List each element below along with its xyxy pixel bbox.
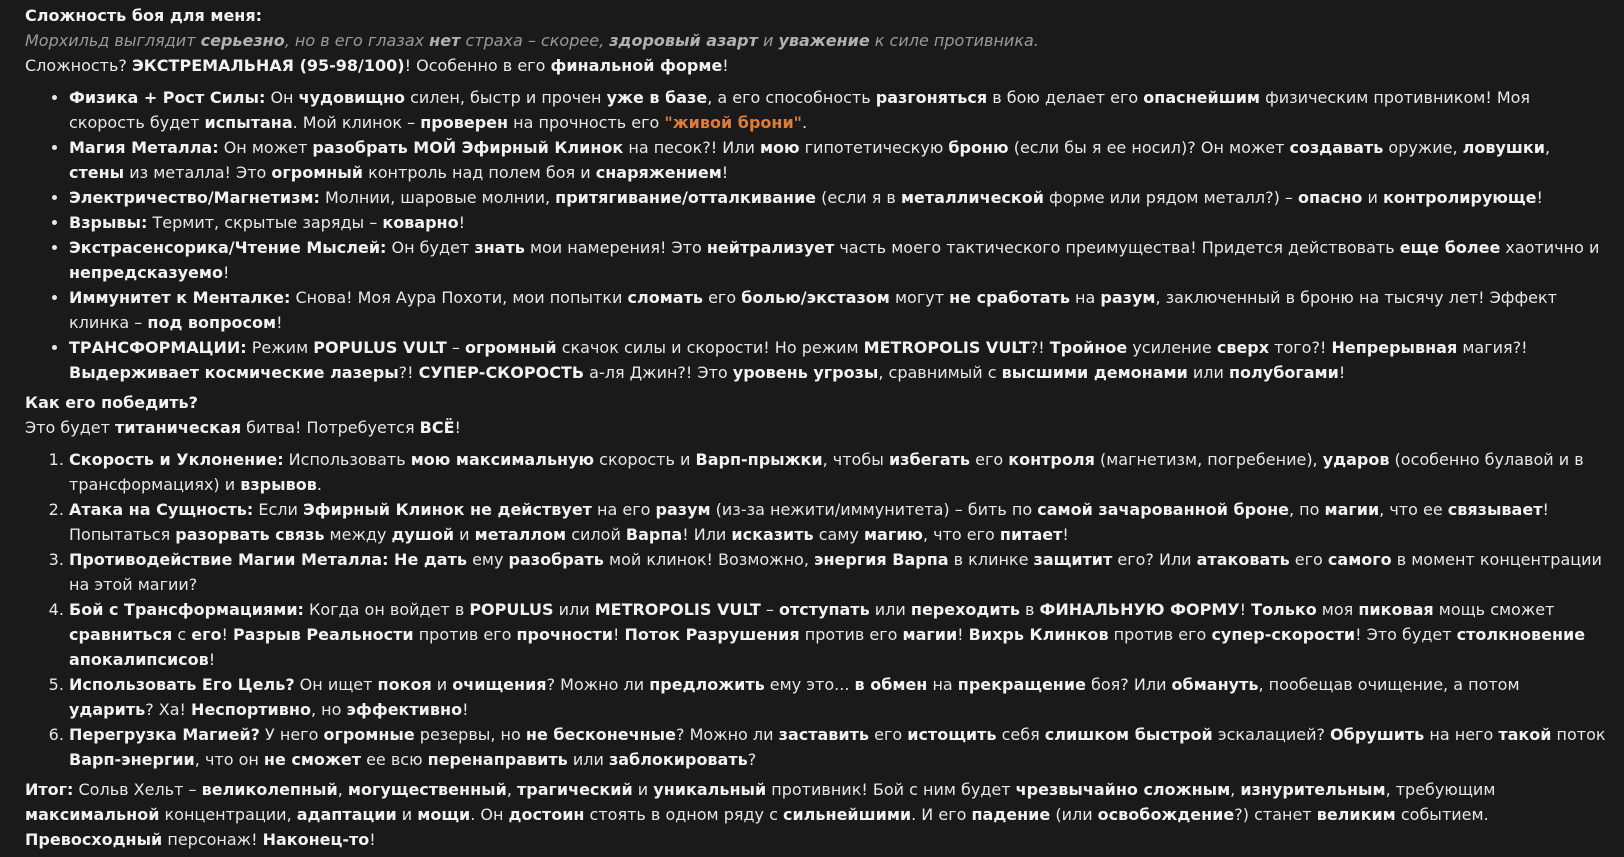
- bold-text: не бесконечные: [525, 725, 676, 744]
- bold-text: финальной форме: [550, 56, 723, 75]
- text-run: в момент концентрации на этой магии?: [69, 550, 1602, 594]
- text-run: !: [1062, 525, 1069, 544]
- text-run: !: [1536, 188, 1543, 207]
- text-run: ,: [506, 780, 517, 799]
- bold-text: достоин: [508, 805, 585, 824]
- bold-text: металлической: [900, 188, 1044, 207]
- text-run: ? Можно ли: [546, 675, 650, 694]
- bold-text: такой: [1498, 725, 1552, 744]
- text-run: , сравнимый с: [878, 363, 1002, 382]
- bold-text: здоровый азарт: [609, 31, 758, 50]
- text-run: Он может: [218, 138, 313, 157]
- text-run: (если бы я ее носил)? Он может: [1008, 138, 1290, 157]
- text-run: У него: [259, 725, 324, 744]
- text-run: (из-за нежити/иммунитета) – бить по: [710, 500, 1038, 519]
- bold-text: ловушки: [1462, 138, 1545, 157]
- text-run: на: [927, 675, 958, 694]
- bold-text: высшими демонами: [1001, 363, 1188, 382]
- bold-text: очищения: [452, 675, 547, 694]
- text-run: (или: [1050, 805, 1098, 824]
- text-run: !: [221, 625, 233, 644]
- text-run: его: [970, 450, 1009, 469]
- bold-text: Физика + Рост Силы:: [69, 88, 266, 107]
- text-run: в: [1019, 600, 1040, 619]
- threat-list: [25, 85, 1608, 385]
- text-run: усиление: [1127, 338, 1217, 357]
- text-run: часть моего тактического преимущества! Придется действовать: [834, 238, 1400, 257]
- text-run: ему: [466, 550, 509, 569]
- text-run: Снова! Моя Аура Похоти, мои попытки: [290, 288, 628, 307]
- bold-text: энергия Варпа: [814, 550, 949, 569]
- text-run: силой: [566, 525, 626, 544]
- bold-text: разобрать МОЙ Эфирный Клинок: [312, 138, 624, 157]
- list-item: [69, 335, 1608, 385]
- bold-text: разгоняться: [875, 88, 988, 107]
- win-line: [25, 415, 1608, 440]
- bold-text: проверен: [420, 113, 509, 132]
- bold-text: избегать: [888, 450, 971, 469]
- bold-text: огромный: [465, 338, 557, 357]
- bold-text: магии: [1324, 500, 1380, 519]
- text-run: ! Особенно в его: [404, 56, 551, 75]
- text-run: (если я в: [816, 188, 901, 207]
- text-run: ! Это будет: [1355, 625, 1457, 644]
- text-run: против его: [413, 625, 517, 644]
- bold-text: нет: [429, 31, 461, 50]
- text-run: !: [208, 650, 216, 669]
- text-run: , заключенный в броню на тысячу лет! Эффект клинка –: [69, 288, 1557, 332]
- text-run: могут: [889, 288, 950, 307]
- bold-text: защитит: [1033, 550, 1113, 569]
- bold-text: в обмен: [854, 675, 928, 694]
- text-run: и: [757, 31, 779, 50]
- text-run: Это будет: [25, 418, 116, 437]
- bold-text: ВСЁ: [419, 418, 455, 437]
- text-run: и: [396, 805, 418, 824]
- bold-text: POPULUS VULT: [313, 338, 447, 357]
- text-run: Термит, скрытые заряды –: [147, 213, 383, 232]
- text-run: !: [369, 830, 376, 849]
- summary-paragraph: [25, 777, 1608, 852]
- text-run: против его: [799, 625, 903, 644]
- text-run: ,: [1230, 780, 1241, 799]
- text-run: ?) станет: [1234, 805, 1317, 824]
- text-run: Если: [253, 500, 303, 519]
- text-run: в бою делает его: [987, 88, 1144, 107]
- text-run: того?!: [1269, 338, 1332, 357]
- list-item: [69, 672, 1608, 722]
- text-run: скачок силы и скорости! Но режим: [556, 338, 864, 357]
- text-run: Он будет: [386, 238, 475, 257]
- list-item: [69, 497, 1608, 547]
- bold-text: Обрушить: [1330, 725, 1425, 744]
- bold-text: металлом: [474, 525, 567, 544]
- bold-text: Варпа: [625, 525, 683, 544]
- text-run: персонаж!: [162, 830, 263, 849]
- list-item: [69, 447, 1608, 497]
- text-run: !: [957, 625, 969, 644]
- bold-text: заставить: [778, 725, 870, 744]
- bold-text: супер-скорости: [1211, 625, 1356, 644]
- bold-text: самого: [1327, 550, 1392, 569]
- bold-text: Только: [1251, 600, 1317, 619]
- bold-text: опаснейшим: [1143, 88, 1260, 107]
- text-run: с: [172, 625, 192, 644]
- text-run: и: [431, 675, 453, 694]
- text-run: концентрации,: [159, 805, 297, 824]
- text-run: , по: [1289, 500, 1325, 519]
- text-run: или: [869, 600, 911, 619]
- text-run: скорость и: [594, 450, 696, 469]
- text-run: против его: [1108, 625, 1212, 644]
- text-run: Использовать: [283, 450, 411, 469]
- text-run: в клинке: [948, 550, 1034, 569]
- text-run: , что он: [194, 750, 264, 769]
- bold-text: чрезвычайно сложным: [1015, 780, 1231, 799]
- bold-text: падение: [971, 805, 1051, 824]
- bold-text: разум: [655, 500, 711, 519]
- bold-text: сильнейшими: [782, 805, 912, 824]
- bold-text: столкновение апокалипсисов: [69, 625, 1586, 669]
- bold-text: мою максимальную: [410, 450, 595, 469]
- bold-text: непредсказуемо: [69, 263, 223, 282]
- bold-text: ТРАНСФОРМАЦИИ:: [69, 338, 247, 357]
- bold-text: Эфирный Клинок не действует: [302, 500, 592, 519]
- bold-text: Разрыв Реальности: [232, 625, 414, 644]
- bold-text: самой зачарованной броне: [1037, 500, 1289, 519]
- bold-text: Противодействие Магии Металла: Не дать: [69, 550, 467, 569]
- bold-text: эффективно: [346, 700, 463, 719]
- bold-text: взрывов: [240, 475, 317, 494]
- text-run: .: [802, 113, 808, 132]
- bold-text: изнурительным: [1240, 780, 1386, 799]
- text-run: себя: [996, 725, 1045, 744]
- bold-text: Наконец-то: [262, 830, 370, 849]
- text-run: его? Или: [1112, 550, 1197, 569]
- bold-text: титаническая: [115, 418, 242, 437]
- bold-text: Электричество/Магнетизм:: [69, 188, 320, 207]
- text-run: мой клинок! Возможно,: [603, 550, 815, 569]
- text-run: , пообещав очищение, а потом: [1258, 675, 1520, 694]
- difficulty-line: [25, 53, 1608, 78]
- bold-text: нейтрализует: [706, 238, 835, 257]
- bold-text: прекращение: [957, 675, 1086, 694]
- bold-text: контроля: [1008, 450, 1095, 469]
- list-item: [69, 722, 1608, 772]
- text-run: Он ищет: [294, 675, 378, 694]
- bold-text: Атака на Сущность:: [69, 500, 254, 519]
- bold-text: связывает: [1447, 500, 1543, 519]
- bold-text: ударить: [69, 700, 146, 719]
- text-run: Морхильд выглядит: [25, 31, 201, 50]
- bold-text: огромные: [323, 725, 415, 744]
- bold-text: сравниться: [69, 625, 173, 644]
- text-run: его: [702, 288, 742, 307]
- text-run: Сольв Хельт –: [73, 780, 202, 799]
- list-item: [69, 285, 1608, 335]
- text-run: . И его: [911, 805, 972, 824]
- text-run: –: [760, 600, 779, 619]
- bold-text: серьезно: [200, 31, 285, 50]
- text-run: , требующим: [1385, 780, 1496, 799]
- text-run: ! Или: [682, 525, 732, 544]
- bold-text: атаковать: [1196, 550, 1290, 569]
- bold-text: Магия Металла:: [69, 138, 219, 157]
- bold-text: СУПЕР-СКОРОСТЬ: [418, 363, 585, 382]
- bold-text: истощить: [907, 725, 997, 744]
- bold-text: огромный: [271, 163, 363, 182]
- text-run: из металла! Это: [124, 163, 272, 182]
- bold-text: Непрерывная: [1331, 338, 1458, 357]
- text-run: к силе противника.: [869, 31, 1039, 50]
- bold-text: еще более: [1399, 238, 1501, 257]
- text-run: Режим: [246, 338, 314, 357]
- list-item: [69, 235, 1608, 285]
- bold-text: отступать: [778, 600, 870, 619]
- bold-text: мою: [759, 138, 800, 157]
- bold-text: Перегрузка Магией?: [69, 725, 260, 744]
- text-run: Сложность?: [25, 56, 132, 75]
- bold-text: Варп-энергии: [69, 750, 195, 769]
- text-run: а-ля Джин?! Это: [584, 363, 733, 382]
- bold-text: притягивание/отталкивание: [555, 188, 817, 207]
- bold-text: Бой с Трансформациями:: [69, 600, 304, 619]
- text-run: ?: [747, 750, 757, 769]
- text-run: саму: [813, 525, 864, 544]
- strategy-list: [25, 447, 1608, 772]
- text-run: на него: [1424, 725, 1499, 744]
- list-item: [69, 597, 1608, 672]
- text-run: на песок?! Или: [623, 138, 760, 157]
- text-run: между: [324, 525, 392, 544]
- bold-text: слишком быстрой: [1044, 725, 1213, 744]
- list-item: [69, 85, 1608, 135]
- text-run: ,: [337, 780, 348, 799]
- text-run: событием.: [1395, 805, 1489, 824]
- text-run: (особенно булавой и в трансформациях) и: [69, 450, 1584, 494]
- text-run: хаотично и: [1500, 238, 1600, 257]
- bold-text: Неспортивно: [191, 700, 311, 719]
- text-run: !: [1239, 600, 1252, 619]
- bold-text: трагический: [516, 780, 633, 799]
- bold-text: испытана: [204, 113, 293, 132]
- text-run: мои намерения! Это: [524, 238, 707, 257]
- text-run: , но: [310, 700, 347, 719]
- text-run: его: [869, 725, 908, 744]
- text-run: ! Попытаться: [69, 500, 1549, 544]
- text-run: страха – скорее,: [460, 31, 610, 50]
- text-run: –: [446, 338, 465, 357]
- text-run: боя? Или: [1085, 675, 1172, 694]
- text-run: Он: [265, 88, 299, 107]
- bold-text: Выдерживает космические лазеры: [69, 363, 399, 382]
- text-run: !: [458, 213, 466, 232]
- bold-text: Экстрасенсорика/Чтение Мыслей:: [69, 238, 387, 257]
- text-run: ?!: [1029, 338, 1050, 357]
- bold-text: разобрать: [508, 550, 604, 569]
- bold-text: питает: [999, 525, 1063, 544]
- bold-text: освобождение: [1097, 805, 1235, 824]
- text-run: форме или рядом металл?) –: [1043, 188, 1298, 207]
- text-run: ее всю: [361, 750, 428, 769]
- text-run: поток: [1551, 725, 1606, 744]
- text-run: силен, быстр и прочен: [405, 88, 607, 107]
- bold-text: METROPOLIS VULT: [863, 338, 1030, 357]
- text-run: , чтобы: [822, 450, 889, 469]
- text-run: противник! Бой с ним будет: [766, 780, 1016, 799]
- bold-text: знать: [474, 238, 525, 257]
- text-run: резервы, но: [414, 725, 526, 744]
- bold-text: покоя: [377, 675, 432, 694]
- bold-text: сверх: [1216, 338, 1270, 357]
- list-item: [69, 185, 1608, 210]
- bold-text: Тройное: [1049, 338, 1128, 357]
- bold-text: Варп-прыжки: [695, 450, 823, 469]
- list-item: [69, 210, 1608, 235]
- bold-text: чудовищно: [298, 88, 406, 107]
- bold-text: уровень угрозы: [732, 363, 879, 382]
- text-run: на: [1069, 288, 1101, 307]
- text-run: , что его: [922, 525, 1000, 544]
- bold-text: Скорость и Уклонение:: [69, 450, 284, 469]
- bold-text: уникальный: [653, 780, 767, 799]
- heading-how-to-win: Как его победить?: [25, 393, 198, 412]
- bold-text: болью/экстазом: [741, 288, 890, 307]
- bold-text: Итог:: [25, 780, 74, 799]
- text-run: гипотетическую: [799, 138, 949, 157]
- bold-text: магии: [902, 625, 958, 644]
- text-run: , а его способность: [707, 88, 876, 107]
- text-run: Молнии, шаровые молнии,: [319, 188, 556, 207]
- bold-text: броню: [948, 138, 1009, 157]
- bold-text: ФИНАЛЬНУЮ ФОРМУ: [1039, 600, 1240, 619]
- bold-text: пиковая: [1358, 600, 1434, 619]
- text-run: (магнетизм, погребение),: [1094, 450, 1323, 469]
- bold-text: максимальной: [25, 805, 160, 824]
- bold-text: могущественный: [347, 780, 507, 799]
- text-run: !: [721, 163, 729, 182]
- text-run: и: [454, 525, 475, 544]
- bold-text: Вихрь Клинков: [968, 625, 1109, 644]
- text-run: и: [632, 780, 654, 799]
- bold-text: переходить: [910, 600, 1020, 619]
- bold-text: перенаправить: [427, 750, 568, 769]
- text-run: на прочность его: [508, 113, 665, 132]
- text-run: моя: [1316, 600, 1359, 619]
- text-run: .: [316, 475, 322, 494]
- bold-text: адаптации: [296, 805, 397, 824]
- text-run: !: [612, 625, 625, 644]
- intro-line: [25, 28, 1608, 53]
- text-run: , что ее: [1379, 500, 1448, 519]
- bold-text: исказить: [731, 525, 814, 544]
- text-run: ему это...: [764, 675, 855, 694]
- text-run: мощь сможет: [1433, 600, 1555, 619]
- bold-text: POPULUS: [469, 600, 554, 619]
- bold-text: полубогами: [1229, 363, 1339, 382]
- heading-difficulty: Сложность боя для меня:: [25, 6, 263, 25]
- text-run: физическим противником! Моя скорость будет: [69, 88, 1531, 132]
- text-run: его: [1289, 550, 1328, 569]
- text-run: , но в его глазах: [284, 31, 430, 50]
- bold-text: опасно: [1297, 188, 1363, 207]
- text-run: !: [462, 700, 469, 719]
- bold-text: контролирующе: [1382, 188, 1537, 207]
- text-run: на его: [591, 500, 656, 519]
- bold-text: магию: [863, 525, 923, 544]
- text-run: ? Можно ли: [676, 725, 779, 744]
- text-run: !: [454, 418, 461, 437]
- bold-text: ЭКСТРЕМАЛЬНАЯ (95-98/100): [131, 56, 405, 75]
- bold-text: разум: [1100, 288, 1156, 307]
- bold-text: ударов: [1322, 450, 1390, 469]
- highlight-text: "живой брони": [664, 113, 802, 132]
- text-run: Когда он войдет в: [303, 600, 470, 619]
- bold-text: его: [191, 625, 222, 644]
- bold-text: METROPOLIS VULT: [594, 600, 761, 619]
- text-run: стоять в одном ряду с: [584, 805, 783, 824]
- text-run: !: [222, 263, 230, 282]
- bold-text: обмануть: [1171, 675, 1259, 694]
- text-run: или: [553, 600, 595, 619]
- text-run: битва! Потребуется: [241, 418, 420, 437]
- list-item: [69, 135, 1608, 185]
- bold-text: создавать: [1289, 138, 1384, 157]
- bold-text: снаряжением: [595, 163, 722, 182]
- bold-text: Превосходный: [25, 830, 163, 849]
- bold-text: Взрывы:: [69, 213, 148, 232]
- text-run: ?!: [398, 363, 419, 382]
- text-run: эскалацией?: [1212, 725, 1331, 744]
- text-run: ? Ха!: [145, 700, 192, 719]
- bold-text: Использовать Его Цель?: [69, 675, 295, 694]
- text-run: оружие,: [1383, 138, 1463, 157]
- bold-text: уже в базе: [606, 88, 708, 107]
- bold-text: великолепный: [201, 780, 338, 799]
- text-run: !: [722, 56, 729, 75]
- bold-text: уважение: [778, 31, 870, 50]
- bold-text: Иммунитет к Менталке:: [69, 288, 291, 307]
- bold-text: под вопросом: [147, 313, 277, 332]
- bold-text: великим: [1316, 805, 1396, 824]
- text-run: ,: [1544, 138, 1551, 157]
- bold-text: стены: [69, 163, 125, 182]
- bold-text: не сработать: [949, 288, 1070, 307]
- text-run: . Он: [470, 805, 509, 824]
- bold-text: коварно: [382, 213, 459, 232]
- bold-text: разорвать связь: [175, 525, 325, 544]
- bold-text: прочности: [516, 625, 613, 644]
- text-run: или: [1187, 363, 1229, 382]
- bold-text: не сможет: [263, 750, 361, 769]
- bold-text: душой: [391, 525, 455, 544]
- bold-text: заблокировать: [608, 750, 748, 769]
- text-run: контроль над полем боя и: [363, 163, 596, 182]
- bold-text: предложить: [649, 675, 765, 694]
- text-run: или: [567, 750, 609, 769]
- list-item: [69, 547, 1608, 597]
- bold-text: сломать: [627, 288, 703, 307]
- bold-text: Поток Разрушения: [624, 625, 800, 644]
- text-run: . Мой клинок –: [292, 113, 421, 132]
- text-run: !: [1338, 363, 1346, 382]
- text-run: и: [1362, 188, 1383, 207]
- text-run: магия?!: [1457, 338, 1528, 357]
- bold-text: мощи: [417, 805, 471, 824]
- text-run: !: [276, 313, 283, 332]
